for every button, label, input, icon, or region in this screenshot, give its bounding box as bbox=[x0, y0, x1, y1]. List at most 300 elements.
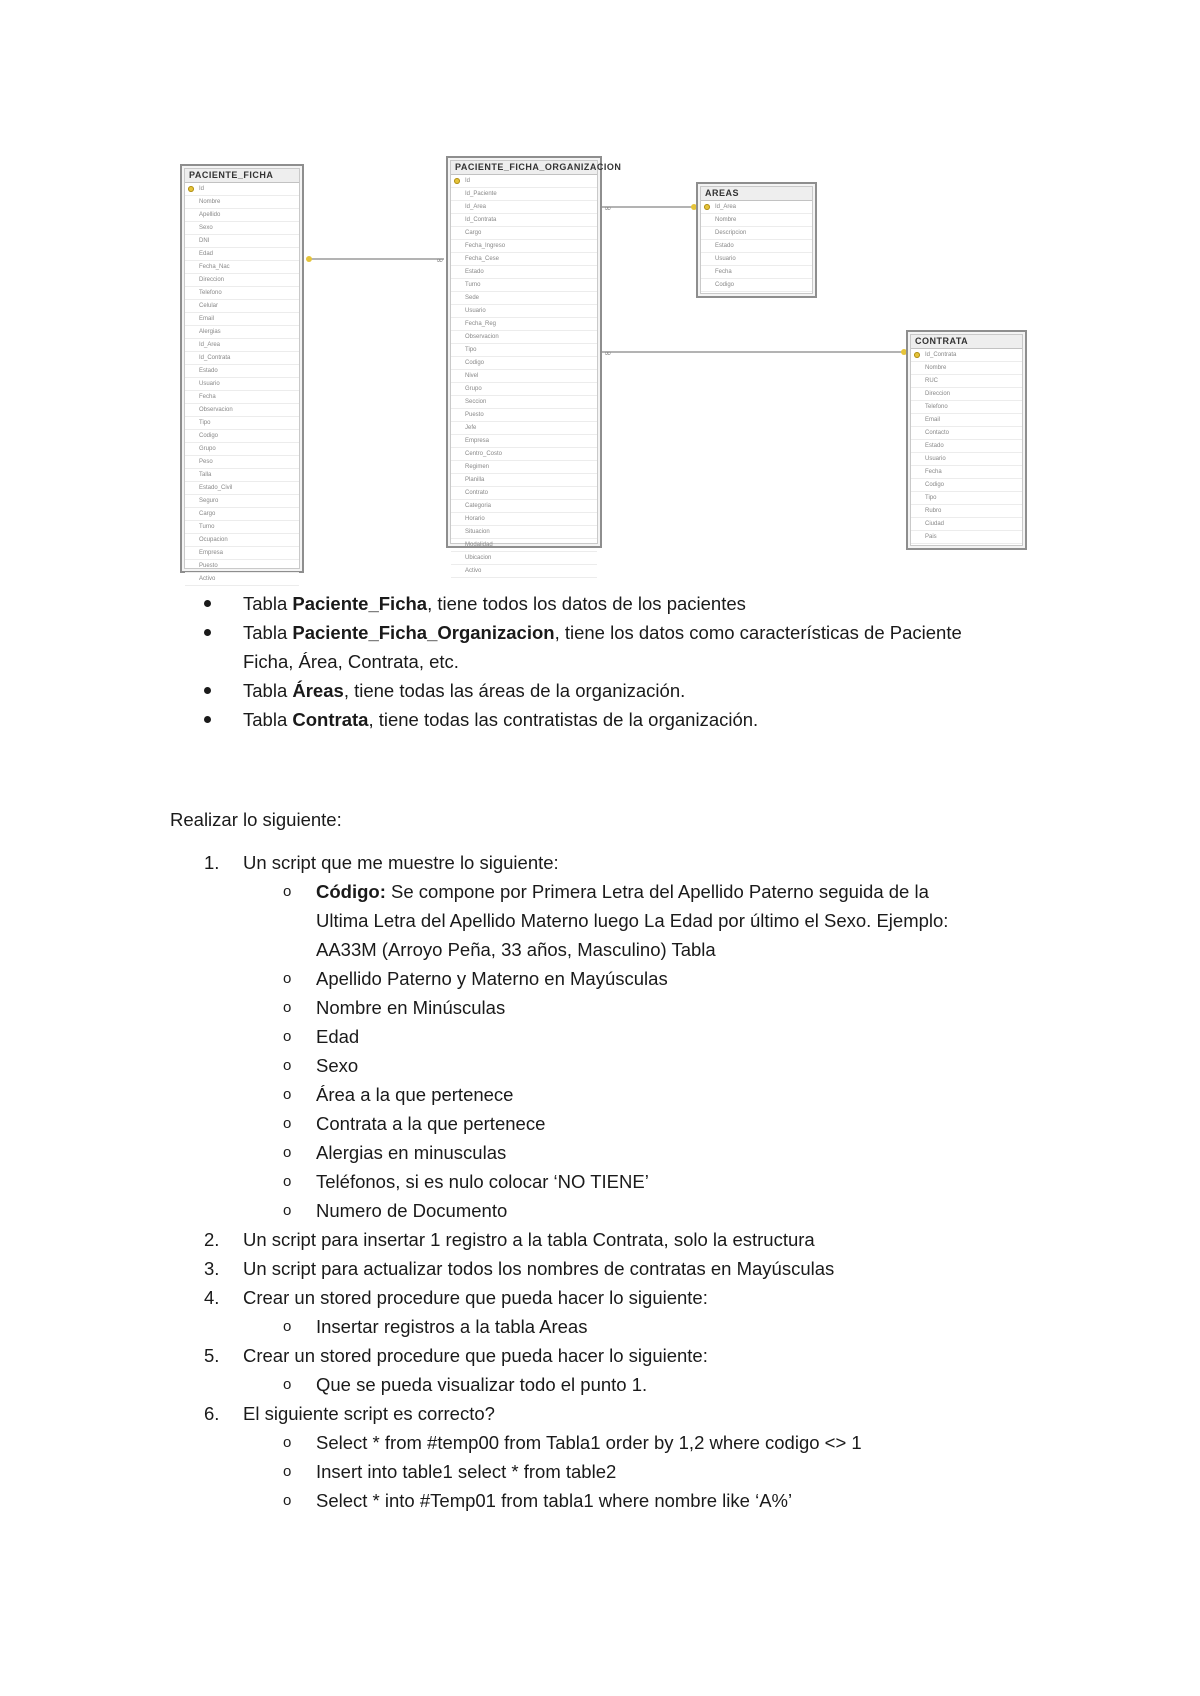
row-gutter bbox=[185, 183, 197, 195]
column-name: Celular bbox=[199, 303, 219, 309]
row-gutter bbox=[185, 365, 197, 377]
column-name: Empresa bbox=[465, 438, 490, 444]
row-gutter bbox=[451, 331, 463, 343]
infinity-icon: ∞ bbox=[604, 204, 612, 214]
table-column-row[interactable] bbox=[185, 430, 299, 443]
column-name: Telefono bbox=[199, 290, 222, 296]
list-item: Tabla Paciente_Ficha, tiene todos los datos de los pacientes bbox=[200, 589, 962, 618]
column-name: Id_Paciente bbox=[465, 191, 497, 197]
er-diagram bbox=[0, 0, 1200, 600]
row-gutter bbox=[185, 196, 197, 208]
column-list bbox=[911, 349, 1022, 544]
primary-key-icon bbox=[454, 178, 460, 184]
row-gutter bbox=[185, 482, 197, 494]
table-column-row[interactable] bbox=[451, 422, 597, 435]
column-name: Email bbox=[925, 417, 941, 423]
sub-item: o Nombre en Minúsculas bbox=[283, 997, 506, 1018]
row-gutter bbox=[911, 492, 923, 504]
table-column-row[interactable] bbox=[451, 214, 597, 227]
column-name: Estado bbox=[925, 443, 944, 449]
table-column-row[interactable] bbox=[451, 565, 597, 578]
row-gutter bbox=[911, 427, 923, 439]
column-name: Estado bbox=[199, 368, 218, 374]
row-gutter bbox=[185, 326, 197, 338]
column-name: Usuario bbox=[925, 456, 946, 462]
row-gutter bbox=[451, 266, 463, 278]
table-column-row[interactable] bbox=[451, 357, 597, 370]
row-gutter bbox=[451, 461, 463, 473]
row-gutter bbox=[185, 534, 197, 546]
column-name: Regimen bbox=[465, 464, 490, 470]
table-title: PACIENTE_FICHA bbox=[185, 169, 299, 183]
column-name: Id_Area bbox=[199, 342, 221, 348]
row-gutter bbox=[185, 352, 197, 364]
sub-item: o Edad bbox=[283, 1026, 360, 1047]
table-column-row[interactable] bbox=[185, 521, 299, 534]
table-column-row[interactable] bbox=[185, 313, 299, 326]
table-body bbox=[184, 168, 300, 582]
table-column-row[interactable] bbox=[451, 240, 597, 253]
row-gutter bbox=[451, 383, 463, 395]
column-name: Estado bbox=[465, 269, 484, 275]
row-gutter bbox=[185, 222, 197, 234]
row-gutter bbox=[451, 188, 463, 200]
column-name: Observacion bbox=[199, 407, 233, 413]
column-name: Talla bbox=[199, 472, 212, 478]
column-name: Id_Area bbox=[465, 204, 487, 210]
list-item: Tabla Paciente_Ficha_Organizacion, tiene los datos como características de Paciente Ficha, Área, Contrata, etc. bbox=[200, 618, 962, 676]
row-gutter bbox=[185, 469, 197, 481]
column-name: Planilla bbox=[465, 477, 485, 483]
table-column-row[interactable] bbox=[911, 427, 1022, 440]
table-column-row[interactable] bbox=[185, 560, 299, 573]
row-gutter bbox=[185, 573, 197, 585]
column-name: Estado_Civil bbox=[199, 485, 233, 491]
table-paciente-ficha[interactable] bbox=[180, 164, 304, 582]
column-name: Modalidad bbox=[465, 542, 493, 548]
task-item-5: 5. Crear un stored procedure que pueda hacer lo siguiente: o Que se pueda visualizar todo el punto 1. bbox=[200, 1341, 948, 1399]
column-name: Nivel bbox=[465, 373, 479, 379]
table-column-row[interactable] bbox=[451, 500, 597, 513]
row-gutter bbox=[451, 240, 463, 252]
row-gutter bbox=[185, 560, 197, 572]
row-gutter bbox=[451, 565, 463, 577]
row-gutter bbox=[911, 362, 923, 374]
column-name: Nombre bbox=[199, 199, 221, 205]
sub-item: o Sexo bbox=[283, 1055, 359, 1076]
row-gutter bbox=[451, 409, 463, 421]
row-gutter bbox=[451, 500, 463, 512]
row-gutter bbox=[451, 279, 463, 291]
column-name: Activo bbox=[199, 576, 216, 582]
table-title: AREAS bbox=[701, 187, 812, 201]
table-column-row[interactable] bbox=[185, 534, 299, 547]
table-column-row[interactable] bbox=[911, 349, 1022, 362]
column-name: Telefono bbox=[925, 404, 948, 410]
sub-item: o Numero de Documento bbox=[283, 1200, 508, 1221]
task-1-sublist bbox=[243, 877, 948, 1225]
column-name: Id_Contrata bbox=[925, 352, 957, 358]
task-list bbox=[200, 848, 948, 1515]
row-gutter bbox=[185, 378, 197, 390]
table-column-row[interactable] bbox=[185, 443, 299, 456]
primary-key-icon bbox=[188, 186, 194, 192]
column-name: Activo bbox=[465, 568, 482, 574]
table-column-row[interactable] bbox=[451, 305, 597, 318]
column-name: Turno bbox=[199, 524, 215, 530]
row-gutter bbox=[911, 505, 923, 517]
row-gutter bbox=[185, 339, 197, 351]
table-column-row[interactable] bbox=[185, 391, 299, 404]
sub-item: o Área a la que pertenece bbox=[283, 1084, 514, 1105]
table-column-row[interactable] bbox=[185, 196, 299, 209]
column-name: Categoria bbox=[465, 503, 492, 509]
table-column-row[interactable] bbox=[185, 235, 299, 248]
table-column-row[interactable] bbox=[451, 526, 597, 539]
table-column-row[interactable] bbox=[451, 201, 597, 214]
row-gutter bbox=[701, 279, 713, 291]
column-name: Usuario bbox=[199, 381, 220, 387]
table-column-row[interactable] bbox=[185, 573, 299, 586]
row-gutter bbox=[185, 300, 197, 312]
table-column-row[interactable] bbox=[451, 344, 597, 357]
row-gutter bbox=[701, 266, 713, 278]
table-column-row[interactable] bbox=[185, 300, 299, 313]
row-gutter bbox=[451, 552, 463, 564]
row-gutter bbox=[451, 318, 463, 330]
table-column-row[interactable] bbox=[185, 547, 299, 560]
column-name: Estado bbox=[715, 243, 734, 249]
table-column-row[interactable] bbox=[185, 417, 299, 430]
column-name: Cargo bbox=[199, 511, 216, 517]
row-gutter bbox=[185, 443, 197, 455]
table-column-row[interactable] bbox=[701, 214, 812, 227]
sub-item: o Select * from #temp00 from Tabla1 order by 1,2 where codigo <> 1 bbox=[283, 1432, 862, 1453]
table-column-row[interactable] bbox=[451, 292, 597, 305]
row-gutter bbox=[911, 388, 923, 400]
table-column-row[interactable] bbox=[185, 274, 299, 287]
table-description-list bbox=[200, 589, 962, 734]
row-gutter bbox=[911, 518, 923, 530]
table-column-row[interactable] bbox=[451, 370, 597, 383]
table-contrata[interactable] bbox=[906, 330, 1027, 550]
row-gutter bbox=[185, 313, 197, 325]
column-name: Rubro bbox=[925, 508, 942, 514]
table-column-row[interactable] bbox=[451, 175, 597, 188]
table-column-row[interactable] bbox=[451, 448, 597, 461]
table-column-row[interactable] bbox=[185, 222, 299, 235]
column-name: Edad bbox=[199, 251, 214, 257]
table-column-row[interactable] bbox=[451, 266, 597, 279]
table-column-row[interactable] bbox=[451, 188, 597, 201]
row-gutter bbox=[185, 456, 197, 468]
primary-key-icon bbox=[704, 204, 710, 210]
table-column-row[interactable] bbox=[451, 318, 597, 331]
task-5-sublist bbox=[243, 1370, 948, 1399]
column-name: Seguro bbox=[199, 498, 219, 504]
sub-item: o Insert into table1 select * from table2 bbox=[283, 1461, 617, 1482]
row-gutter bbox=[911, 401, 923, 413]
column-name: Nombre bbox=[925, 365, 947, 371]
column-name: Nombre bbox=[715, 217, 737, 223]
table-body bbox=[910, 334, 1023, 546]
table-column-row[interactable] bbox=[701, 201, 812, 214]
column-name: Turno bbox=[465, 282, 481, 288]
row-gutter bbox=[911, 349, 923, 361]
table-column-row[interactable] bbox=[185, 495, 299, 508]
table-column-row[interactable] bbox=[185, 183, 299, 196]
table-column-row[interactable] bbox=[911, 479, 1022, 492]
column-name: Sexo bbox=[199, 225, 213, 231]
table-column-row[interactable] bbox=[185, 261, 299, 274]
column-name: Ocupacion bbox=[199, 537, 228, 543]
row-gutter bbox=[701, 201, 713, 213]
table-column-row[interactable] bbox=[911, 388, 1022, 401]
column-name: Descripcion bbox=[715, 230, 747, 236]
row-gutter bbox=[185, 261, 197, 273]
table-column-row[interactable] bbox=[185, 326, 299, 339]
task-item-4: 4. Crear un stored procedure que pueda hacer lo siguiente: o Insertar registros a la tabla Areas bbox=[200, 1283, 948, 1341]
column-name: Fecha bbox=[925, 469, 942, 475]
column-name: Fecha_Reg bbox=[465, 321, 497, 327]
row-gutter bbox=[911, 414, 923, 426]
table-title: CONTRATA bbox=[911, 335, 1022, 349]
row-gutter bbox=[185, 547, 197, 559]
table-column-row[interactable] bbox=[451, 487, 597, 500]
column-name: Situacion bbox=[465, 529, 490, 535]
column-name: Id_Area bbox=[715, 204, 737, 210]
sub-item: o Insertar registros a la tabla Areas bbox=[283, 1316, 588, 1337]
row-gutter bbox=[185, 274, 197, 286]
table-column-row[interactable] bbox=[911, 531, 1022, 544]
column-name: Contrato bbox=[465, 490, 489, 496]
sub-item: o Que se pueda visualizar todo el punto 1. bbox=[283, 1374, 648, 1395]
row-gutter bbox=[185, 287, 197, 299]
column-name: Fecha_Ingreso bbox=[465, 243, 506, 249]
table-column-row[interactable] bbox=[451, 227, 597, 240]
table-column-row[interactable] bbox=[911, 401, 1022, 414]
sub-item: o Alergias en minusculas bbox=[283, 1142, 507, 1163]
sub-item: o Apellido Paterno y Materno en Mayúsculas bbox=[283, 968, 668, 989]
row-gutter bbox=[185, 521, 197, 533]
row-gutter bbox=[451, 201, 463, 213]
table-column-row[interactable] bbox=[185, 482, 299, 495]
row-gutter bbox=[185, 430, 197, 442]
row-gutter bbox=[451, 513, 463, 525]
row-gutter bbox=[451, 487, 463, 499]
table-column-row[interactable] bbox=[185, 508, 299, 521]
table-column-row[interactable] bbox=[911, 518, 1022, 531]
row-gutter bbox=[451, 539, 463, 551]
table-column-row[interactable] bbox=[185, 469, 299, 482]
table-column-row[interactable] bbox=[911, 375, 1022, 388]
table-column-row[interactable] bbox=[451, 474, 597, 487]
column-name: Id bbox=[465, 178, 471, 184]
row-gutter bbox=[911, 531, 923, 543]
table-column-row[interactable] bbox=[451, 539, 597, 552]
row-gutter bbox=[451, 435, 463, 447]
instructions-heading: Realizar lo siguiente: bbox=[170, 809, 342, 830]
row-gutter bbox=[185, 417, 197, 429]
column-name: Tipo bbox=[465, 347, 477, 353]
table-column-row[interactable] bbox=[185, 248, 299, 261]
column-name: Fecha_Nac bbox=[199, 264, 230, 270]
table-column-row[interactable] bbox=[451, 435, 597, 448]
table-column-row[interactable] bbox=[451, 383, 597, 396]
row-gutter bbox=[185, 209, 197, 221]
task-item-3: 3. Un script para actualizar todos los nombres de contratas en Mayúsculas bbox=[204, 1258, 835, 1279]
task-4-sublist bbox=[243, 1312, 948, 1341]
task-6-sublist bbox=[243, 1428, 948, 1515]
column-name: Fecha_Cese bbox=[465, 256, 500, 262]
row-gutter bbox=[451, 253, 463, 265]
column-name: Puesto bbox=[465, 412, 484, 418]
row-gutter bbox=[911, 479, 923, 491]
row-gutter bbox=[451, 305, 463, 317]
table-column-row[interactable] bbox=[451, 253, 597, 266]
table-column-row[interactable] bbox=[701, 279, 812, 292]
table-column-row[interactable] bbox=[701, 240, 812, 253]
table-column-row[interactable] bbox=[185, 209, 299, 222]
sub-item: o Contrata a la que pertenece bbox=[283, 1113, 546, 1134]
table-body bbox=[450, 160, 622, 574]
table-column-row[interactable] bbox=[185, 339, 299, 352]
list-item: Tabla Áreas, tiene todas las áreas de la organización. bbox=[200, 676, 962, 705]
row-gutter bbox=[451, 448, 463, 460]
column-name: Email bbox=[199, 316, 215, 322]
column-name: RUC bbox=[925, 378, 938, 384]
table-column-row[interactable] bbox=[911, 492, 1022, 505]
row-gutter bbox=[701, 227, 713, 239]
table-column-row[interactable] bbox=[911, 414, 1022, 427]
table-column-row[interactable] bbox=[451, 461, 597, 474]
row-gutter bbox=[911, 440, 923, 452]
row-gutter bbox=[451, 292, 463, 304]
column-name: Ciudad bbox=[925, 521, 945, 527]
row-gutter bbox=[911, 375, 923, 387]
row-gutter bbox=[185, 404, 197, 416]
column-name: Centro_Costo bbox=[465, 451, 503, 457]
column-name: Direccion bbox=[925, 391, 951, 397]
table-column-row[interactable] bbox=[451, 513, 597, 526]
table-column-row[interactable] bbox=[185, 404, 299, 417]
row-gutter bbox=[911, 453, 923, 465]
row-gutter bbox=[185, 235, 197, 247]
row-gutter bbox=[701, 240, 713, 252]
table-column-row[interactable] bbox=[451, 552, 597, 565]
task-item-6: 6. El siguiente script es correcto? o Select * from #temp00 from Tabla1 order by 1,2 where codigo <> 1 o Insert into table1 select * from table2 o Select * into #Temp01 from tabla1 where nombre like ‘A%’ bbox=[200, 1399, 948, 1515]
column-name: Tipo bbox=[199, 420, 211, 426]
sub-item: o Teléfonos, si es nulo colocar ‘NO TIENE’ bbox=[283, 1171, 649, 1192]
row-gutter bbox=[185, 495, 197, 507]
table-column-row[interactable] bbox=[451, 396, 597, 409]
table-column-row[interactable] bbox=[185, 378, 299, 391]
task-item-2: 2. Un script para insertar 1 registro a la tabla Contrata, solo la estructura bbox=[204, 1229, 815, 1250]
column-name: Apellido bbox=[199, 212, 221, 218]
sub-item: o Select * into #Temp01 from tabla1 where nombre like ‘A%’ bbox=[283, 1490, 793, 1511]
row-gutter bbox=[451, 227, 463, 239]
table-column-row[interactable] bbox=[911, 466, 1022, 479]
column-name: Usuario bbox=[715, 256, 736, 262]
table-column-row[interactable] bbox=[911, 453, 1022, 466]
column-name: Codigo bbox=[465, 360, 485, 366]
column-name: Codigo bbox=[199, 433, 219, 439]
table-paciente-ficha-organizacion[interactable] bbox=[446, 156, 622, 574]
column-name: Observacion bbox=[465, 334, 499, 340]
column-list bbox=[185, 183, 299, 586]
column-name: Seccion bbox=[465, 399, 487, 405]
column-name: DNI bbox=[199, 238, 210, 244]
task-item-1: 1. Un script que me muestre lo siguiente: o Código: Se compone por Primera Letra del Apellido Paterno seguida de la Ultima Letra del Apellido Materno luego La Edad por último el Sexo. Ejemplo: AA33M (Arroyo Peña, 33 años, Masculino) Tabla o Apellido Paterno y Materno en Mayúsculas o Nombre en Minúsculas o Edad o Sexo o Área a la que pertenece o Contrata a la que pertenece o Alergias en minusculas o Teléfonos, si es nulo colocar ‘NO TIENE’ o Numero de Documento bbox=[200, 848, 948, 1225]
row-gutter bbox=[451, 214, 463, 226]
column-name: Id_Contrata bbox=[199, 355, 231, 361]
table-column-row[interactable] bbox=[185, 365, 299, 378]
column-name: Id bbox=[199, 186, 205, 192]
key-end-icon bbox=[306, 256, 312, 262]
table-column-row[interactable] bbox=[451, 409, 597, 422]
column-name: Id_Contrata bbox=[465, 217, 497, 223]
column-name: Empresa bbox=[199, 550, 224, 556]
table-areas[interactable] bbox=[696, 182, 817, 298]
table-column-row[interactable] bbox=[185, 287, 299, 300]
table-column-row[interactable] bbox=[701, 227, 812, 240]
table-column-row[interactable] bbox=[451, 279, 597, 292]
table-column-row[interactable] bbox=[701, 266, 812, 279]
primary-key-icon bbox=[914, 352, 920, 358]
column-name: Usuario bbox=[465, 308, 486, 314]
table-column-row[interactable] bbox=[701, 253, 812, 266]
row-gutter bbox=[451, 474, 463, 486]
row-gutter bbox=[451, 396, 463, 408]
table-column-row[interactable] bbox=[911, 440, 1022, 453]
row-gutter bbox=[451, 175, 463, 187]
infinity-icon: ∞ bbox=[436, 256, 444, 266]
column-name: Horario bbox=[465, 516, 485, 522]
table-column-row[interactable] bbox=[911, 505, 1022, 518]
column-name: Peso bbox=[199, 459, 213, 465]
row-gutter bbox=[185, 391, 197, 403]
row-gutter bbox=[701, 253, 713, 265]
column-name: Tipo bbox=[925, 495, 937, 501]
row-gutter bbox=[451, 422, 463, 434]
column-name: Fecha bbox=[199, 394, 216, 400]
row-gutter bbox=[451, 357, 463, 369]
column-name: Pais bbox=[925, 534, 937, 540]
table-column-row[interactable] bbox=[185, 352, 299, 365]
table-column-row[interactable] bbox=[185, 456, 299, 469]
column-list bbox=[451, 175, 597, 578]
column-name: Puesto bbox=[199, 563, 218, 569]
row-gutter bbox=[185, 248, 197, 260]
column-name: Codigo bbox=[715, 282, 735, 288]
list-item: Tabla Contrata, tiene todas las contratistas de la organización. bbox=[200, 705, 962, 734]
column-name: Ubicacion bbox=[465, 555, 492, 561]
table-body bbox=[700, 186, 813, 294]
column-name: Grupo bbox=[199, 446, 216, 452]
column-name: Grupo bbox=[465, 386, 482, 392]
infinity-icon: ∞ bbox=[604, 349, 612, 359]
row-gutter bbox=[451, 526, 463, 538]
column-name: Fecha bbox=[715, 269, 732, 275]
column-name: Jefe bbox=[465, 425, 477, 431]
column-name: Codigo bbox=[925, 482, 945, 488]
column-name: Sede bbox=[465, 295, 480, 301]
table-column-row[interactable] bbox=[911, 362, 1022, 375]
table-column-row[interactable] bbox=[451, 331, 597, 344]
row-gutter bbox=[451, 344, 463, 356]
column-name: Contacto bbox=[925, 430, 950, 436]
sub-item-codigo: o Código: Se compone por Primera Letra del Apellido Paterno seguida de la Ultima Letra del Apellido Materno luego La Edad por último el Sexo. Ejemplo: AA33M (Arroyo Peña, 33 años, Masculino) Tabla bbox=[283, 881, 949, 960]
